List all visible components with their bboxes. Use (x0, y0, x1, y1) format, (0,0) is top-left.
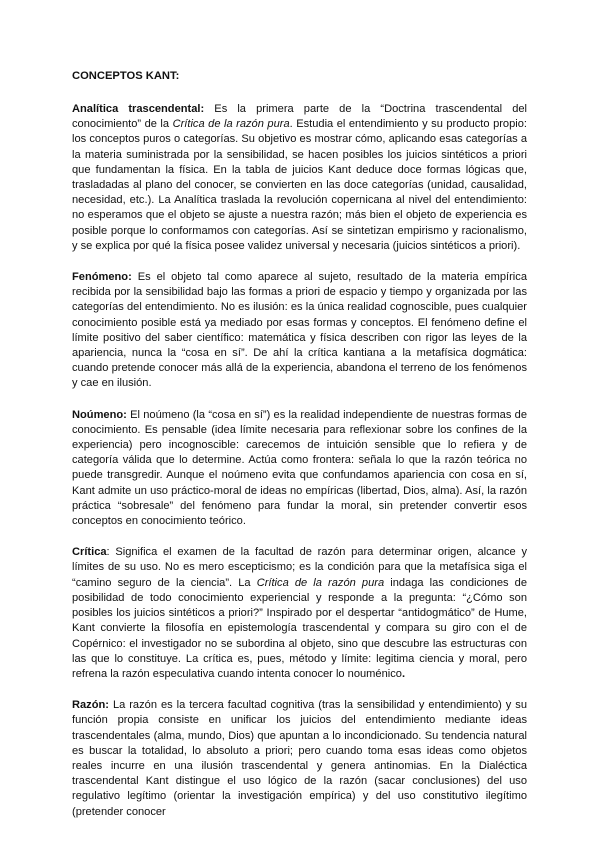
critica-final-period: . (401, 667, 406, 680)
document-title: CONCEPTOS KANT: (72, 70, 180, 82)
term-fenomeno: Fenómeno: (72, 271, 132, 284)
noumeno-text: El noúmeno (la “cosa en sí”) es la realidad independiente de nuestras formas de conocimiento. Es pensable (idea límite necesaria para reflexionar sobre los confines de la experiencia) pero incognoscible: carecemos de intuición sensible que lo refiera y de categoría válida que lo determine. Actúa como frontera: señala lo que la razón teórica no puede transgredir. Aunque el noúmeno evita que confundamos apariencia con cosa en sí, Kant admite un uso práctico-moral de ideas no empíricas (libertad, Dios, alma). Así, la razón práctica “sobresale” del fenómeno para fundar la moral, sin pretender convertir esos conceptos en conocimiento teórico. (72, 408, 527, 528)
section-razon (72, 698, 527, 820)
section-analitica (72, 102, 527, 254)
critica-text-2: indaga las condiciones de posibilidad de todo conocimiento experiencial y responde a la pregunta: “¿Cómo son posibles los juicios sintéticos a priori?” Inspirado por el despertar “antidogmático” de Hume, Kant convierte la filosofía en epistemología trascendental y compara su giro con el de Copérnico: el investigador no se subordina al objeto, sino que descubre las estructuras con las que lo constituye. La crítica es, pues, método y límite: legitima ciencia y moral, pero refrena la razón especulativa cuando intenta conocer lo nouménico (72, 576, 527, 680)
critica-book-title: Crítica de la razón pura (256, 576, 385, 589)
term-razon: Razón: (72, 699, 109, 712)
analitica-book-title: Crítica de la razón pura (172, 118, 290, 131)
section-critica (72, 545, 527, 682)
section-fenomeno (72, 270, 527, 392)
term-analitica: Analítica trascendental: (72, 103, 205, 115)
analitica-text-2: . Estudia el entendimiento y su producto propio: los conceptos puros o categorías. Su objetivo es mostrar cómo, aplicando esas categorías a la materia suministrada por la sensibilidad, se hacen posibles los juicios sintéticos a priori que fundamentan la física. En la tabla de juicios Kant deduce doce formas lógicas que, trasladadas al plano del conocer, se convierten en las doce categorías (unidad, causalidad, necesidad, etc.). La Analítica traslada la revolución copernicana al nivel del entendimiento: no esperamos que el objeto se ajuste a nuestra razón; más bien el objeto de experiencia es posible porque lo conformamos con categorías. Así se sintetizan empirismo y racionalismo, y se explica por qué la física posee validez universal y necesaria (juicios sintéticos a priori). (72, 118, 527, 252)
term-noumeno: Noúmeno: (72, 408, 127, 421)
term-critica: Crítica (72, 546, 107, 559)
critica-text-1: : Significa el examen de la facultad de razón para determinar origen, alcance y límites de su uso. No es mero escepticismo; es la condición para que la metafísica siga el “camino seguro de la ciencia”. La (72, 546, 527, 589)
fenomeno-text: Es el objeto tal como aparece al sujeto, resultado de la materia empírica recibida por la sensibilidad bajo las formas a priori de espacio y tiempo y organizada por las categorías del entendimiento. No es ilusión: es la única realidad cognoscible, pues cualquier conocimiento posible está ya mediado por esas formas y conceptos. El fenómeno define el límite positivo del saber científico: matemática y física describen con rigor las leyes de la apariencia, nunca la “cosa en sí”. De ahí la crítica kantiana a la metafísica dogmática: cuando pretende conocer más allá de la experiencia, abandona el terreno de los fenómenos y cae en ilusión. (72, 271, 527, 390)
razon-text: La razón es la tercera facultad cognitiva (tras la sensibilidad y entendimiento) y su función propia consiste en unificar los juicios del entendimiento mediante ideas trascendentales (alma, mundo, Dios) que apuntan a lo incondicionado. Su tendencia natural es buscar la totalidad, lo absoluto a priori; pero cuando toma esas ideas como objetos reales incurre en una ilusión trascendental y genera antinomias. En la Dialéctica trascendental Kant distingue el uso lógico de la razón (sacar conclusiones) del uso regulativo legítimo (orientar la investigación empírica) y del uso constitutivo ilegítimo (pretender conocer (72, 699, 527, 818)
analitica-text-1: Es la primera parte de la “Doctrina trascendental del conocimiento” de la (72, 103, 527, 131)
section-noumeno (72, 408, 527, 530)
document-page (72, 69, 527, 836)
